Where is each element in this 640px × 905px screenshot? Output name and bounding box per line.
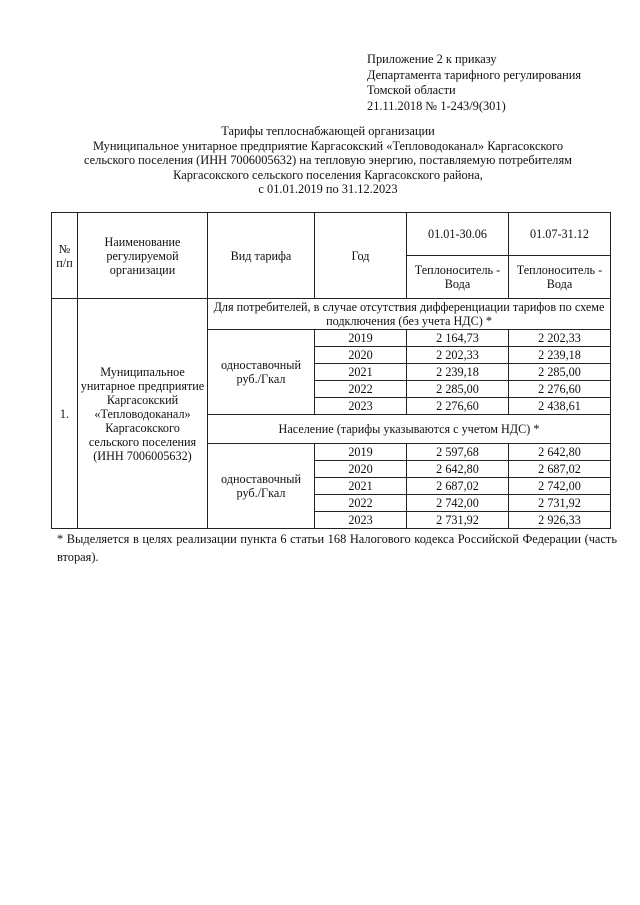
value-cell: 2 642,80 [407,461,509,478]
appendix-line: Приложение 2 к приказу [367,52,497,66]
header-period-2: 01.07-31.12 [509,213,611,256]
value-cell: 2 202,33 [509,330,611,347]
year-cell: 2023 [315,398,407,415]
header-organization: Наименование регулируемой организации [78,213,208,299]
year-cell: 2021 [315,478,407,495]
document-title [60,124,596,197]
tariff-type-cell: одноставочный руб./Гкал [208,444,315,529]
value-cell: 2 438,61 [509,398,611,415]
value-cell: 2 597,68 [407,444,509,461]
value-cell: 2 164,73 [407,330,509,347]
title-line: с 01.01.2019 по 31.12.2023 [258,182,398,197]
header-tariff-type: Вид тарифа [208,213,315,299]
title-line: сельского поселения (ИНН 7006005632) на тепловую энергию, поставляемую потребителям [83,153,572,168]
title-line: Каргасокского сельского поселения Каргасокского района, [173,167,483,182]
header-year: Год [315,213,407,299]
footnote: * Выделяется в целях реализации пункта 6 статьи 168 Налогового кодекса Российской Федерации (часть вторая). [57,532,617,564]
header-carrier-1: Теплоноситель - Вода [407,256,509,299]
value-cell: 2 731,92 [509,495,611,512]
value-cell: 2 239,18 [407,364,509,381]
header-number: № п/п [52,213,78,299]
year-cell: 2021 [315,364,407,381]
appendix-line: Департамента тарифного регулирования [367,67,582,82]
value-cell: 2 642,80 [509,444,611,461]
year-cell: 2023 [315,512,407,529]
value-cell: 2 742,00 [509,478,611,495]
year-cell: 2022 [315,495,407,512]
title-line: Муниципальное унитарное предприятие Каргасокский «Тепловодоканал» Каргасокского [92,138,564,153]
value-cell: 2 239,18 [509,347,611,364]
section-label: Население (тарифы указываются с учетом НДС) * [208,415,611,444]
year-cell: 2020 [315,347,407,364]
tariff-type-cell: одноставочный руб./Гкал [208,330,315,415]
year-cell: 2019 [315,330,407,347]
year-cell: 2020 [315,461,407,478]
value-cell: 2 202,33 [407,347,509,364]
value-cell: 2 276,60 [509,381,611,398]
title-line: Тарифы теплоснабжающей организации [221,124,435,138]
value-cell: 2 285,00 [407,381,509,398]
year-cell: 2019 [315,444,407,461]
section-label: Для потребителей, в случае отсутствия дифференциации тарифов по схеме подключения (без учета НДС) * [208,299,611,330]
value-cell: 2 687,02 [407,478,509,495]
header-period-1: 01.01-30.06 [407,213,509,256]
appendix-block [367,52,627,114]
value-cell: 2 276,60 [407,398,509,415]
year-cell: 2022 [315,381,407,398]
tariff-table [51,212,611,529]
organization-name: Муниципальное унитарное предприятие Каргасокский «Тепловодоканал» Каргасокского сельского поселения (ИНН 7006005632) [78,299,208,529]
appendix-line: 21.11.2018 № 1-243/9(301) [367,98,506,113]
row-number: 1. [52,299,78,529]
appendix-line: Томской области [367,83,456,97]
value-cell: 2 742,00 [407,495,509,512]
value-cell: 2 731,92 [407,512,509,529]
value-cell: 2 285,00 [509,364,611,381]
value-cell: 2 926,33 [509,512,611,529]
value-cell: 2 687,02 [509,461,611,478]
header-carrier-2: Теплоноситель - Вода [509,256,611,299]
